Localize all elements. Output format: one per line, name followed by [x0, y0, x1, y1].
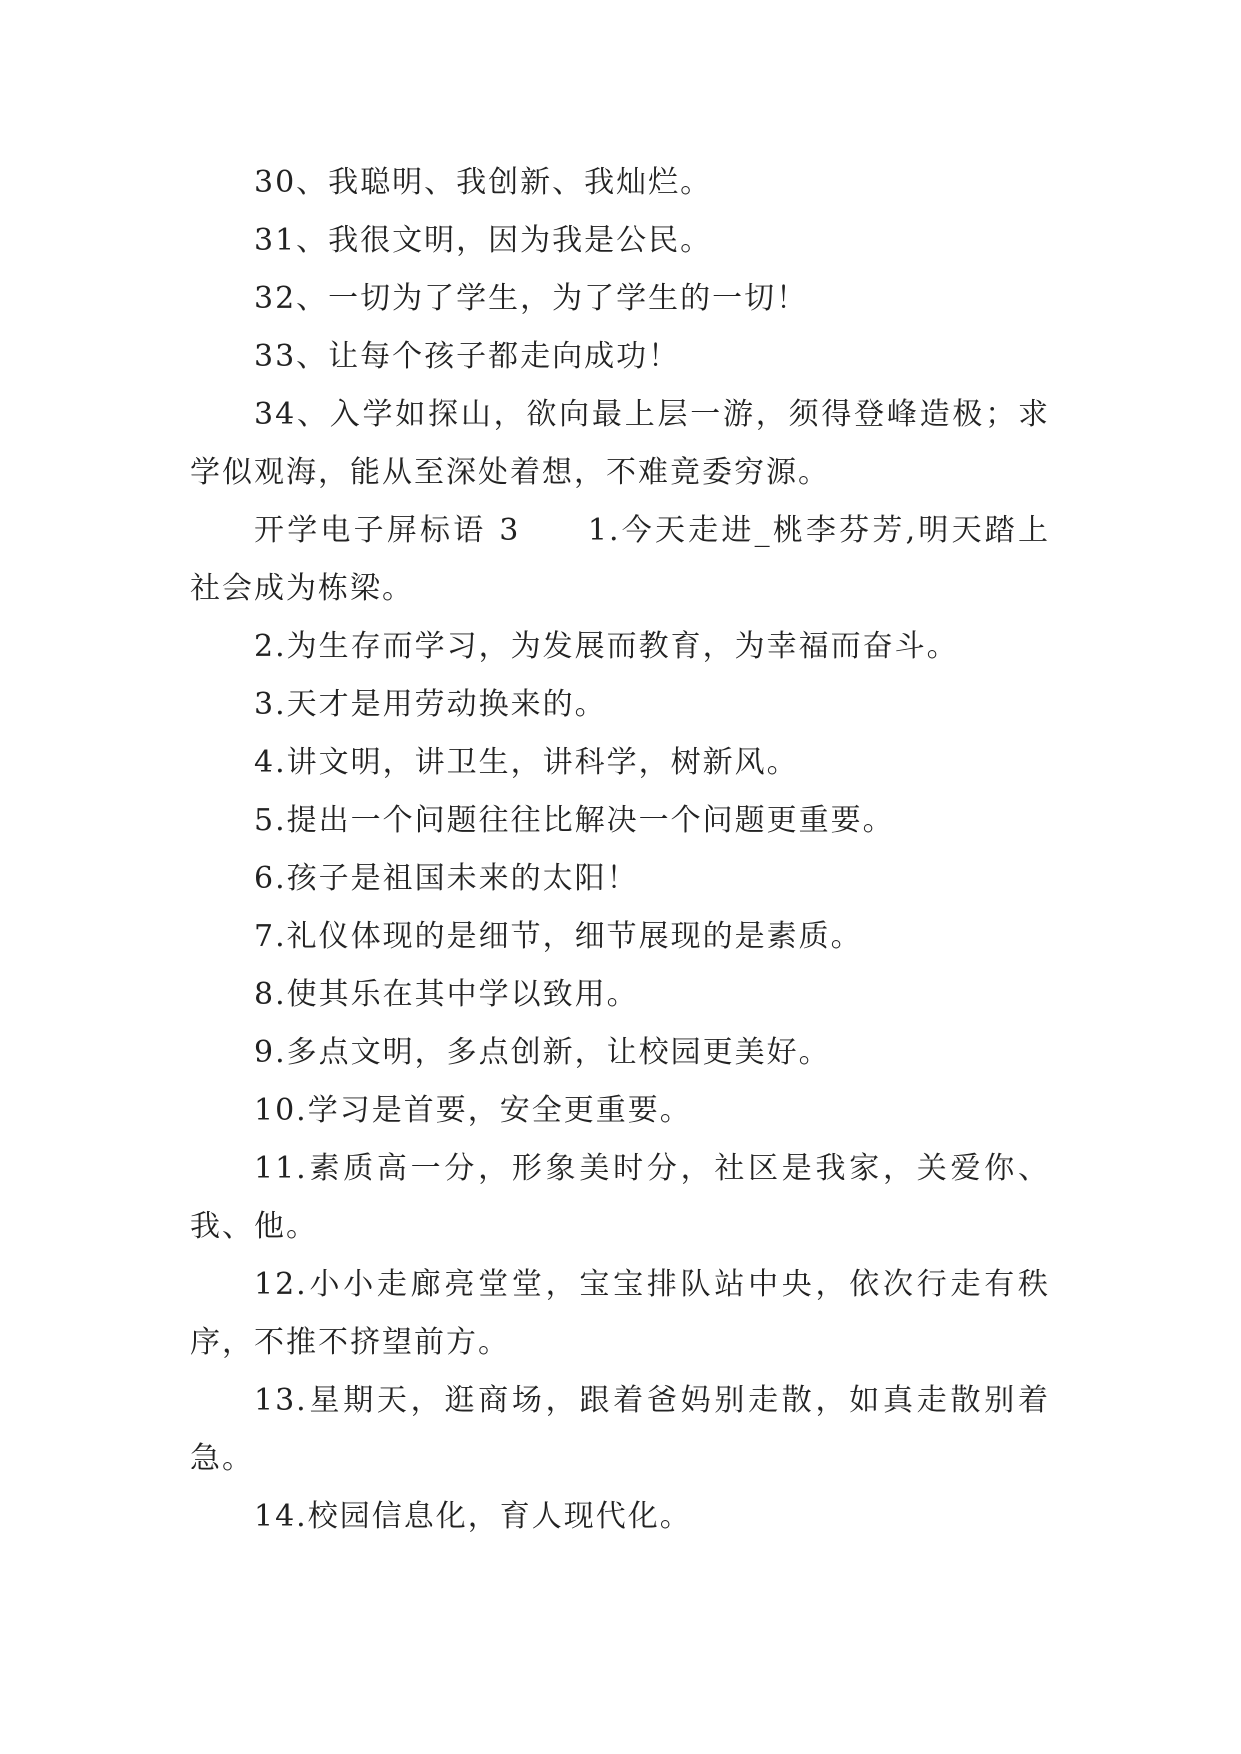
paragraph: 开学电子屏标语 3 1.今天走进_桃李芬芳,明天踏上社会成为栋梁。 [190, 513, 1050, 606]
paragraph: 8.使其乐在其中学以致用。 [254, 977, 639, 1012]
paragraph: 2.为生存而学习，为发展而教育，为幸福而奋斗。 [254, 629, 959, 664]
paragraph: 4.讲文明，讲卫生，讲科学，树新风。 [254, 745, 799, 780]
paragraph: 7.礼仪体现的是细节，细节展现的是素质。 [254, 919, 863, 954]
paragraph: 12.小小走廊亮堂堂，宝宝排队站中央，依次行走有秩序，不推不挤望前方。 [190, 1267, 1050, 1360]
paragraph: 32、一切为了学生，为了学生的一切！ [254, 281, 809, 316]
paragraph: 3.天才是用劳动换来的。 [254, 687, 607, 722]
paragraph: 33、让每个孩子都走向成功！ [254, 339, 681, 374]
paragraph: 6.孩子是祖国未来的太阳！ [254, 861, 639, 896]
paragraph: 9.多点文明，多点创新，让校园更美好。 [254, 1035, 831, 1070]
paragraph: 5.提出一个问题往往比解决一个问题更重要。 [254, 803, 895, 838]
paragraph: 11.素质高一分，形象美时分，社区是我家，关爱你、我、他。 [190, 1151, 1050, 1244]
paragraph: 30、我聪明、我创新、我灿烂。 [254, 165, 713, 200]
document-body [190, 154, 1050, 1546]
paragraph: 10.学习是首要，安全更重要。 [254, 1093, 692, 1128]
paragraph: 34、入学如探山，欲向最上层一游，须得登峰造极；求学似观海，能从至深处着想，不难竟委穷源。 [190, 397, 1050, 490]
paragraph: 31、我很文明，因为我是公民。 [254, 223, 713, 258]
paragraph: 13.星期天，逛商场，跟着爸妈别走散，如真走散别着急。 [190, 1383, 1050, 1476]
paragraph: 14.校园信息化，育人现代化。 [254, 1499, 692, 1534]
